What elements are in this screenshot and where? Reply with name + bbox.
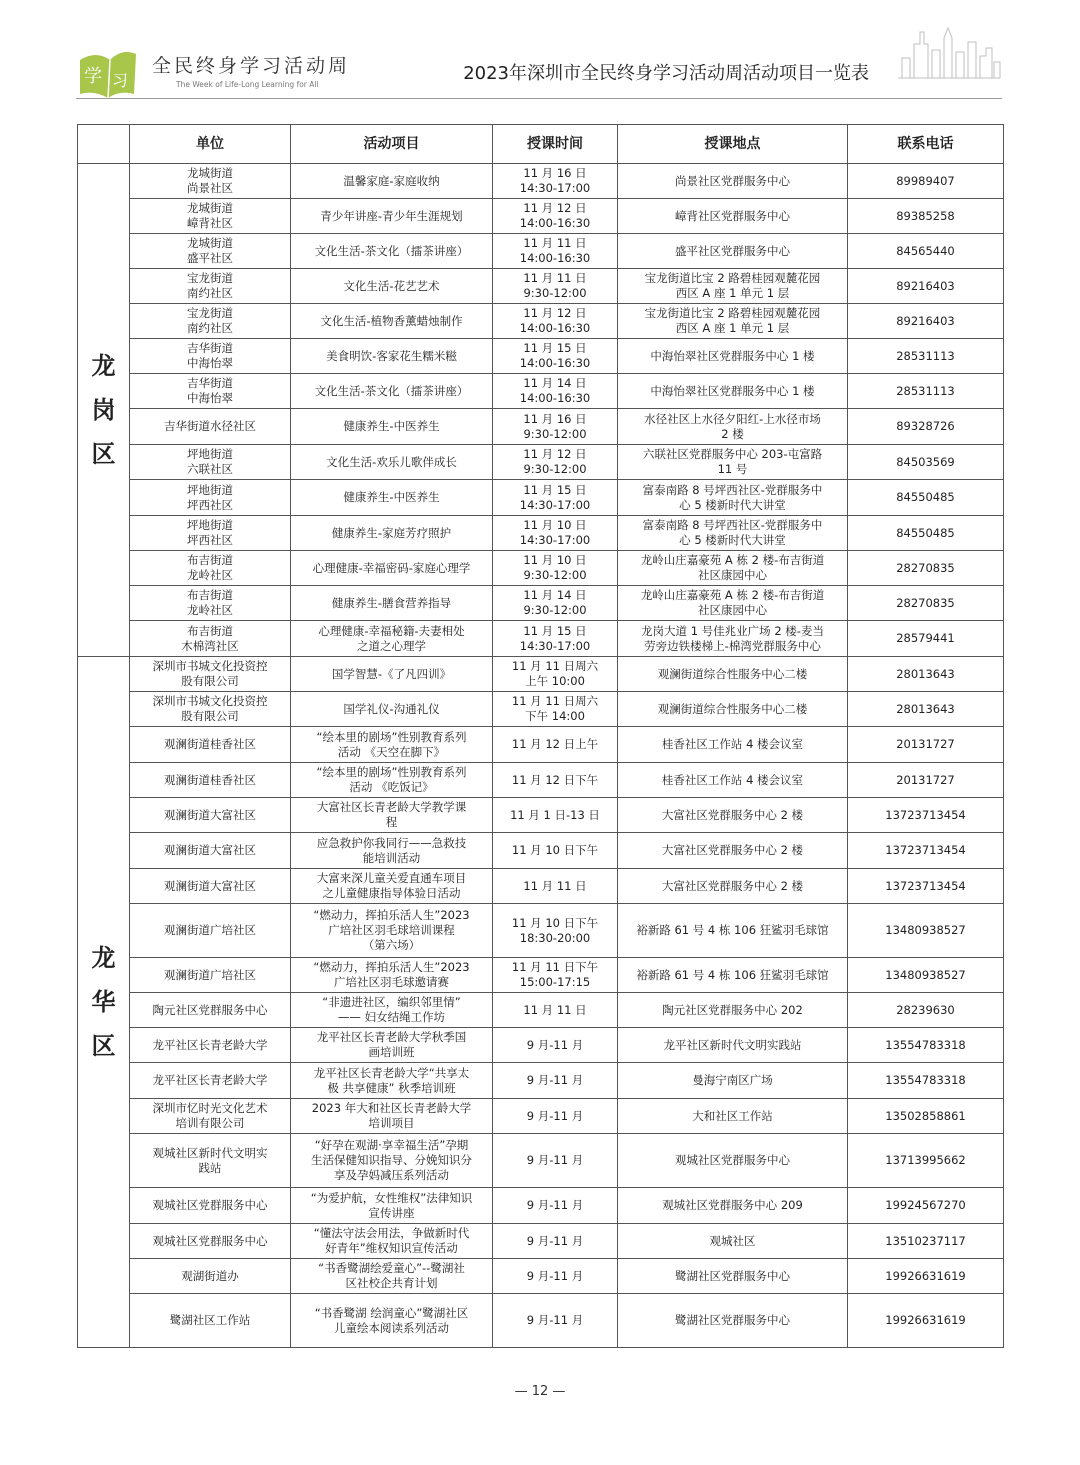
- cell-activity: “燃动力，挥拍乐活人生”2023 广培社区羽毛球邀请赛: [291, 958, 493, 993]
- cell-place: 鹭湖社区党群服务中心: [618, 1259, 848, 1294]
- cell-phone: 13723713454: [848, 869, 1004, 904]
- cell-unit: 坪地街道 坪西社区: [130, 480, 291, 516]
- cell-activity: 文化生活-茶文化（擂茶讲座）: [291, 374, 493, 409]
- cell-phone: 19926631619: [848, 1259, 1004, 1294]
- table-row: [78, 904, 1004, 958]
- header-district: [78, 125, 130, 164]
- cell-activity: 心理健康-幸福秘籍-夫妻相处 之道之心理学: [291, 621, 493, 657]
- header-unit: 单位: [130, 125, 291, 164]
- cell-activity: 应急救护你我同行——急救技 能培训活动: [291, 833, 493, 869]
- cell-time: 11 月 11 日 14:00-16:30: [493, 234, 618, 269]
- cell-activity: 国学智慧-《了凡四训》: [291, 657, 493, 692]
- logo-title-en: The Week of Life-Long Learning for All: [176, 80, 319, 89]
- activity-table: [77, 124, 1004, 1348]
- cell-phone: 13723713454: [848, 833, 1004, 869]
- table-row: [78, 869, 1004, 904]
- cell-place: 陶元社区党群服务中心 202: [618, 993, 848, 1028]
- cell-activity: 文化生活-植物香薰蜡烛制作: [291, 304, 493, 339]
- table-row: [78, 1224, 1004, 1259]
- logo-title-cn: 全民终身学习活动周: [152, 55, 351, 77]
- table-row: [78, 269, 1004, 304]
- cell-time: 11 月 15 日 14:00-16:30: [493, 339, 618, 374]
- table-row: [78, 621, 1004, 657]
- cell-place: 桂香社区工作站 4 楼会议室: [618, 763, 848, 798]
- table-row: [78, 409, 1004, 445]
- table-row: [78, 199, 1004, 234]
- cell-activity: 健康养生-膳食营养指导: [291, 586, 493, 621]
- cell-time: 11 月 12 日上午: [493, 727, 618, 763]
- cell-place: 盛平社区党群服务中心: [618, 234, 848, 269]
- cell-unit: 坪地街道 六联社区: [130, 445, 291, 480]
- cell-unit: 布吉街道 木棉湾社区: [130, 621, 291, 657]
- cell-place: 观城社区党群服务中心: [618, 1134, 848, 1188]
- cell-place: 富泰南路 8 号坪西社区-党群服务中 心 5 楼新时代大讲堂: [618, 516, 848, 551]
- svg-text:习: 习: [112, 71, 129, 90]
- page-header: [0, 0, 1080, 110]
- cell-place: 龙岗大道 1 号佳兆业广场 2 楼-麦当 劳旁边铁楼梯上-棉湾党群服务中心: [618, 621, 848, 657]
- cell-time: 11 月 15 日 14:30-17:00: [493, 480, 618, 516]
- cell-place: 大富社区党群服务中心 2 楼: [618, 798, 848, 833]
- cell-time: 11 月 10 日下午: [493, 833, 618, 869]
- cell-unit: 观澜街道桂香社区: [130, 727, 291, 763]
- cell-place: 观城社区: [618, 1224, 848, 1259]
- cell-place: 中海怡翠社区党群服务中心 1 楼: [618, 339, 848, 374]
- cell-time: 11 月 14 日 14:00-16:30: [493, 374, 618, 409]
- header-phone: 联系电话: [848, 125, 1004, 164]
- cell-place: 大和社区工作站: [618, 1099, 848, 1134]
- cell-phone: 89989407: [848, 164, 1004, 199]
- cell-time: 11 月 12 日 14:00-16:30: [493, 199, 618, 234]
- cell-phone: 89216403: [848, 269, 1004, 304]
- cell-place: 桂香社区工作站 4 楼会议室: [618, 727, 848, 763]
- district-cell: 龙 华 区: [78, 657, 130, 1348]
- table-row: [78, 1188, 1004, 1224]
- cell-activity: 龙平社区长青老龄大学秋季国 画培训班: [291, 1028, 493, 1063]
- cell-unit: 观澜街道大富社区: [130, 869, 291, 904]
- cell-activity: 健康养生-家庭芳疗照护: [291, 516, 493, 551]
- cell-phone: 28531113: [848, 339, 1004, 374]
- table-row: [78, 374, 1004, 409]
- cell-activity: “好孕在观湖·享幸福生活”孕期 生活保健知识指导、分娩知识分 享及孕妈减压系列活动: [291, 1134, 493, 1188]
- cell-unit: 龙城街道 尚景社区: [130, 164, 291, 199]
- cell-phone: 20131727: [848, 763, 1004, 798]
- table-row: [78, 1099, 1004, 1134]
- cell-unit: 观澜街道广培社区: [130, 958, 291, 993]
- cell-place: 裕新路 61 号 4 栋 106 狂鲨羽毛球馆: [618, 958, 848, 993]
- cell-phone: 13554783318: [848, 1063, 1004, 1099]
- header-place: 授课地点: [618, 125, 848, 164]
- table-row: [78, 234, 1004, 269]
- cell-time: 9 月-11 月: [493, 1294, 618, 1348]
- cell-activity: “燃动力，挥拍乐活人生”2023 广培社区羽毛球培训课程 （第六场）: [291, 904, 493, 958]
- cell-place: 大富社区党群服务中心 2 楼: [618, 869, 848, 904]
- cell-unit: 吉华街道水径社区: [130, 409, 291, 445]
- table-row: [78, 339, 1004, 374]
- cell-place: 龙岭山庄嘉豪苑 A 栋 2 楼-布吉街道 社区康园中心: [618, 586, 848, 621]
- table-row: [78, 480, 1004, 516]
- cell-phone: 28270835: [848, 586, 1004, 621]
- cell-unit: 观城社区新时代文明实 践站: [130, 1134, 291, 1188]
- cell-phone: 89216403: [848, 304, 1004, 339]
- cell-phone: 28013643: [848, 692, 1004, 727]
- cell-unit: 宝龙街道 南约社区: [130, 304, 291, 339]
- lifelong-learning-logo-icon: [76, 46, 138, 100]
- cell-unit: 观湖街道办: [130, 1259, 291, 1294]
- table-row: [78, 657, 1004, 692]
- cell-phone: 20131727: [848, 727, 1004, 763]
- cell-phone: 13510237117: [848, 1224, 1004, 1259]
- cell-time: 9 月-11 月: [493, 1259, 618, 1294]
- table-row: [78, 692, 1004, 727]
- table-row: [78, 1063, 1004, 1099]
- cell-phone: 28579441: [848, 621, 1004, 657]
- cell-activity: 大富来深儿童关爱直通车项目 之儿童健康指导体验日活动: [291, 869, 493, 904]
- header-divider: [76, 98, 1002, 99]
- cell-time: 11 月 10 日 14:30-17:00: [493, 516, 618, 551]
- table-row: [78, 958, 1004, 993]
- cell-activity: “非遗进社区，编织邻里情” —— 妇女结绳工作坊: [291, 993, 493, 1028]
- header-time: 授课时间: [493, 125, 618, 164]
- cell-place: 富泰南路 8 号坪西社区-党群服务中 心 5 楼新时代大讲堂: [618, 480, 848, 516]
- cell-phone: 13723713454: [848, 798, 1004, 833]
- cell-phone: 28270835: [848, 551, 1004, 586]
- cell-activity: 心理健康-幸福密码-家庭心理学: [291, 551, 493, 586]
- cell-activity: 青少年讲座-青少年生涯规划: [291, 199, 493, 234]
- cell-time: 11 月 16 日 9:30-12:00: [493, 409, 618, 445]
- cell-unit: 吉华街道 中海怡翠: [130, 339, 291, 374]
- cell-time: 11 月 12 日 9:30-12:00: [493, 445, 618, 480]
- cell-time: 11 月 12 日 14:00-16:30: [493, 304, 618, 339]
- cell-activity: 健康养生-中医养生: [291, 409, 493, 445]
- table-row: [78, 1294, 1004, 1348]
- cell-unit: 观城社区党群服务中心: [130, 1188, 291, 1224]
- cell-unit: 观澜街道大富社区: [130, 833, 291, 869]
- cell-phone: 89328726: [848, 409, 1004, 445]
- cell-place: 观澜街道综合性服务中心二楼: [618, 692, 848, 727]
- header-activity: 活动项目: [291, 125, 493, 164]
- table-row: [78, 164, 1004, 199]
- cell-activity: 国学礼仪-沟通礼仪: [291, 692, 493, 727]
- cell-unit: 观城社区党群服务中心: [130, 1224, 291, 1259]
- cell-unit: 龙城街道 盛平社区: [130, 234, 291, 269]
- cell-phone: 19926631619: [848, 1294, 1004, 1348]
- table-row: [78, 1028, 1004, 1063]
- cell-time: 11 月 11 日: [493, 869, 618, 904]
- cell-phone: 89385258: [848, 199, 1004, 234]
- table-row: [78, 798, 1004, 833]
- cell-activity: 龙平社区长青老龄大学“共享太 极 共享健康” 秋季培训班: [291, 1063, 493, 1099]
- cell-activity: 大富社区长青老龄大学教学课 程: [291, 798, 493, 833]
- cell-unit: 观澜街道大富社区: [130, 798, 291, 833]
- cell-phone: 84503569: [848, 445, 1004, 480]
- table-row: [78, 1134, 1004, 1188]
- table-row: [78, 727, 1004, 763]
- cell-phone: 13713995662: [848, 1134, 1004, 1188]
- cell-unit: 观澜街道广培社区: [130, 904, 291, 958]
- cell-unit: 深圳市书城文化投资控 股有限公司: [130, 657, 291, 692]
- cell-phone: 28531113: [848, 374, 1004, 409]
- cell-place: 嶂背社区党群服务中心: [618, 199, 848, 234]
- cell-time: 11 月 11 日周六 上午 10:00: [493, 657, 618, 692]
- cell-place: 裕新路 61 号 4 栋 106 狂鲨羽毛球馆: [618, 904, 848, 958]
- cell-activity: “绘本里的剧场”性别教育系列 活动 《吃饭记》: [291, 763, 493, 798]
- cell-activity: 温馨家庭-家庭收纳: [291, 164, 493, 199]
- cell-activity: 2023 年大和社区长青老龄大学 培训项目: [291, 1099, 493, 1134]
- table-row: [78, 516, 1004, 551]
- cell-place: 龙平社区新时代文明实践站: [618, 1028, 848, 1063]
- cell-time: 11 月 1 日-13 日: [493, 798, 618, 833]
- table-row: [78, 551, 1004, 586]
- cell-phone: 28013643: [848, 657, 1004, 692]
- cell-unit: 龙平社区长青老龄大学: [130, 1063, 291, 1099]
- cell-time: 9 月-11 月: [493, 1224, 618, 1259]
- cell-time: 11 月 15 日 14:30-17:00: [493, 621, 618, 657]
- cell-time: 9 月-11 月: [493, 1099, 618, 1134]
- cell-place: 中海怡翠社区党群服务中心 1 楼: [618, 374, 848, 409]
- cell-unit: 鹭湖社区工作站: [130, 1294, 291, 1348]
- table-row: [78, 833, 1004, 869]
- page-number: — 12 —: [514, 1384, 566, 1399]
- cell-time: 11 月 10 日 9:30-12:00: [493, 551, 618, 586]
- cell-unit: 坪地街道 坪西社区: [130, 516, 291, 551]
- cell-activity: 健康养生-中医养生: [291, 480, 493, 516]
- cell-unit: 布吉街道 龙岭社区: [130, 586, 291, 621]
- city-skyline-icon: [896, 22, 1002, 80]
- svg-text:学: 学: [84, 66, 102, 87]
- cell-activity: “书香鹭湖 绘润童心”鹭湖社区 儿童绘本阅读系列活动: [291, 1294, 493, 1348]
- cell-place: 曼海宁南区广场: [618, 1063, 848, 1099]
- cell-phone: 13502858861: [848, 1099, 1004, 1134]
- cell-time: 11 月 11 日下午 15:00-17:15: [493, 958, 618, 993]
- table-row: [78, 763, 1004, 798]
- cell-unit: 深圳市书城文化投资控 股有限公司: [130, 692, 291, 727]
- cell-unit: 龙城街道 嶂背社区: [130, 199, 291, 234]
- cell-phone: 13554783318: [848, 1028, 1004, 1063]
- cell-time: 11 月 11 日周六 下午 14:00: [493, 692, 618, 727]
- cell-place: 宝龙街道比宝 2 路碧桂园观麓花园 西区 A 座 1 单元 1 层: [618, 304, 848, 339]
- cell-activity: “懂法守法会用法，争做新时代 好青年”维权知识宣传活动: [291, 1224, 493, 1259]
- cell-place: 宝龙街道比宝 2 路碧桂园观麓花园 西区 A 座 1 单元 1 层: [618, 269, 848, 304]
- cell-phone: 13480938527: [848, 904, 1004, 958]
- cell-activity: 文化生活-欢乐儿歌伴成长: [291, 445, 493, 480]
- cell-activity: “书香鹭湖绘爱童心”--鹭湖社 区社校企共育计划: [291, 1259, 493, 1294]
- document-title: 2023年深圳市全民终身学习活动周活动项目一览表: [463, 63, 869, 84]
- cell-time: 11 月 16 日 14:30-17:00: [493, 164, 618, 199]
- cell-place: 水径社区上水径夕阳红-上水径市场 2 楼: [618, 409, 848, 445]
- cell-place: 尚景社区党群服务中心: [618, 164, 848, 199]
- cell-unit: 布吉街道 龙岭社区: [130, 551, 291, 586]
- cell-time: 11 月 10 日下午 18:30-20:00: [493, 904, 618, 958]
- cell-place: 观澜街道综合性服务中心二楼: [618, 657, 848, 692]
- cell-unit: 宝龙街道 南约社区: [130, 269, 291, 304]
- cell-phone: 19924567270: [848, 1188, 1004, 1224]
- cell-time: 11 月 11 日: [493, 993, 618, 1028]
- district-cell: 龙 岗 区: [78, 164, 130, 657]
- cell-phone: 84550485: [848, 480, 1004, 516]
- cell-time: 9 月-11 月: [493, 1134, 618, 1188]
- cell-activity: “为爱护航，女性维权”法律知识 宣传讲座: [291, 1188, 493, 1224]
- cell-unit: 陶元社区党群服务中心: [130, 993, 291, 1028]
- table-row: [78, 586, 1004, 621]
- cell-time: 9 月-11 月: [493, 1188, 618, 1224]
- cell-place: 鹭湖社区党群服务中心: [618, 1294, 848, 1348]
- table-header-row: [78, 125, 1004, 164]
- cell-time: 11 月 11 日 9:30-12:00: [493, 269, 618, 304]
- cell-unit: 吉华街道 中海怡翠: [130, 374, 291, 409]
- cell-place: 大富社区党群服务中心 2 楼: [618, 833, 848, 869]
- table-row: [78, 445, 1004, 480]
- cell-time: 9 月-11 月: [493, 1028, 618, 1063]
- cell-phone: 84565440: [848, 234, 1004, 269]
- cell-place: 龙岭山庄嘉豪苑 A 栋 2 楼-布吉街道 社区康园中心: [618, 551, 848, 586]
- cell-activity: “绘本里的剧场”性别教育系列 活动 《天空在脚下》: [291, 727, 493, 763]
- cell-time: 9 月-11 月: [493, 1063, 618, 1099]
- table-row: [78, 1259, 1004, 1294]
- cell-phone: 13480938527: [848, 958, 1004, 993]
- cell-phone: 28239630: [848, 993, 1004, 1028]
- cell-place: 观城社区党群服务中心 209: [618, 1188, 848, 1224]
- table-row: [78, 993, 1004, 1028]
- cell-activity: 文化生活-茶文化（擂茶讲座）: [291, 234, 493, 269]
- cell-unit: 龙平社区长青老龄大学: [130, 1028, 291, 1063]
- cell-time: 11 月 14 日 9:30-12:00: [493, 586, 618, 621]
- cell-unit: 深圳市忆时光文化艺术 培训有限公司: [130, 1099, 291, 1134]
- table-row: [78, 304, 1004, 339]
- cell-activity: 美食明饮-客家花生糯米糍: [291, 339, 493, 374]
- cell-place: 六联社区党群服务中心 203-屯富路 11 号: [618, 445, 848, 480]
- cell-unit: 观澜街道桂香社区: [130, 763, 291, 798]
- cell-activity: 文化生活-花艺艺术: [291, 269, 493, 304]
- cell-time: 11 月 12 日下午: [493, 763, 618, 798]
- cell-phone: 84550485: [848, 516, 1004, 551]
